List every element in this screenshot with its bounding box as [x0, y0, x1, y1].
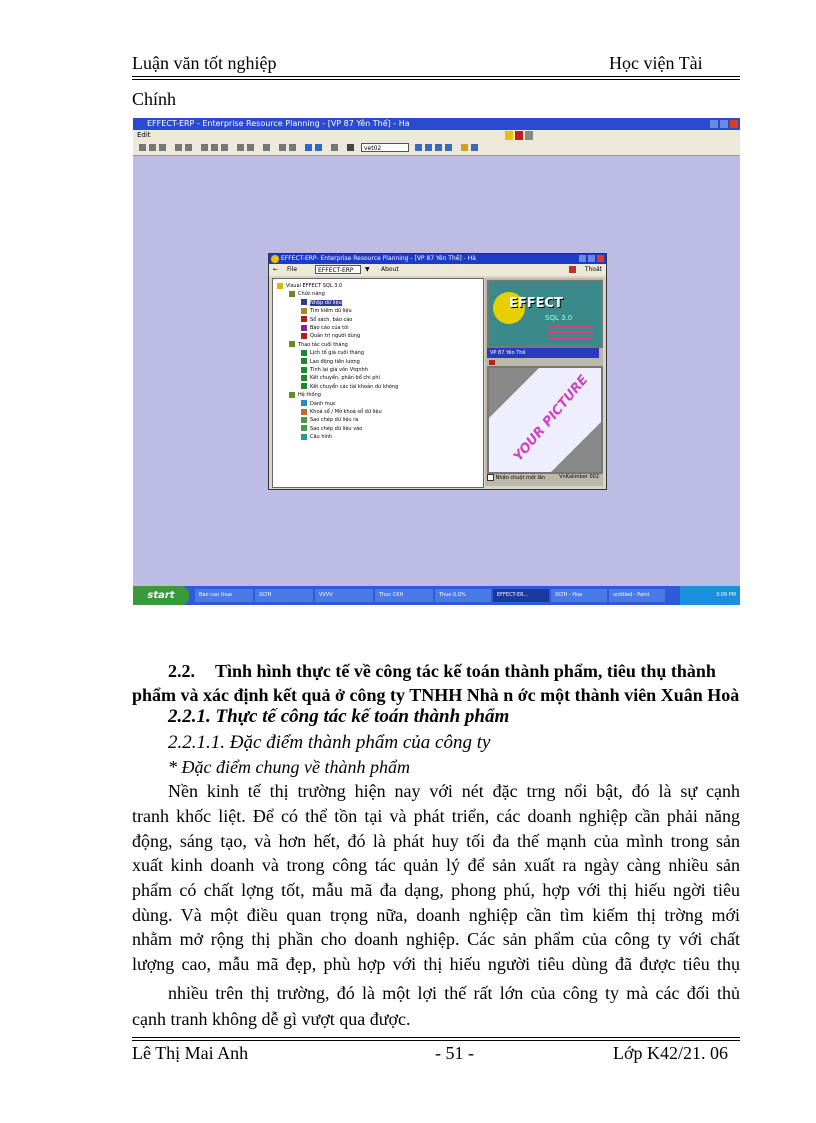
redo-icon[interactable] — [247, 144, 254, 151]
exit-button[interactable]: Thoát — [584, 266, 602, 273]
picture-corner-br — [551, 422, 601, 472]
tree-node-icon — [301, 417, 307, 423]
dialog-title: EFFECT-ERP- Enterprise Resource Planning - [VP 87 Yên Thế] - Hà — [281, 255, 476, 262]
grid-icon[interactable] — [425, 144, 432, 151]
tree-item[interactable] — [301, 366, 368, 374]
filter-icon[interactable] — [289, 144, 296, 151]
tree-item-label: Tìm kiếm dữ liệu — [310, 308, 352, 315]
clock: 3:09 PM — [715, 592, 736, 598]
tree-node-icon — [301, 434, 307, 440]
tree-node-icon — [301, 400, 307, 406]
click-checkbox[interactable] — [487, 474, 545, 481]
taskbar-item[interactable]: XLTH — [255, 589, 313, 602]
paragraph-line: phẩm có chất lợng tốt, mẫu mã đa dạng, phong phú, hợp với thị hiếu ngời tiêu — [132, 880, 740, 900]
logo-caption-lines — [547, 324, 593, 340]
paste-icon[interactable] — [221, 144, 228, 151]
tree-node-icon — [301, 358, 307, 364]
version-label: VnKalimber 002 — [559, 474, 599, 480]
tree-item[interactable] — [289, 290, 325, 298]
dropdown-arrow-icon[interactable]: ▼ — [365, 266, 370, 273]
exit-icon[interactable] — [569, 266, 576, 273]
taskbar-item-active[interactable]: EFFECT-ER... — [493, 589, 549, 602]
tree-item[interactable] — [301, 400, 336, 408]
erp-screenshot — [133, 118, 740, 605]
main-menubar — [133, 130, 740, 141]
effect-logo — [487, 280, 603, 348]
menu-edit[interactable]: Edit — [137, 131, 151, 139]
tree-node-icon — [301, 375, 307, 381]
tree-item-label: Lao động tiền lương — [310, 358, 360, 365]
function-tree — [272, 278, 484, 488]
menu-file[interactable]: File — [287, 266, 298, 273]
tree-node-icon — [301, 425, 307, 431]
network-icon[interactable] — [471, 144, 478, 151]
picture-text: YOUR PICTURE — [510, 372, 592, 465]
dialog-maximize-icon[interactable] — [588, 255, 595, 262]
tree-node-icon — [301, 325, 307, 331]
calc-icon[interactable] — [445, 144, 452, 151]
tree-node-icon — [289, 341, 295, 347]
erp-dialog — [268, 253, 607, 490]
tree-item-label: Khoá sổ / Mở khoá sổ dữ liệu — [310, 409, 382, 415]
paragraph-line: động, sáng tạo, và hơn hết, đó là phát huy tối đa thế mạnh của mình trong sản — [132, 831, 740, 851]
tree-item[interactable] — [301, 374, 380, 382]
right-panel — [485, 278, 603, 486]
form-icon[interactable] — [415, 144, 422, 151]
subheading-1: 2.2.1. Thực tế công tác kế toán thành phẩm — [168, 706, 510, 727]
taskbar-item[interactable]: Thuc CKH — [375, 589, 433, 602]
checkbox-label: Nhấn chuột một lần — [495, 475, 546, 481]
pie-chart-icon[interactable] — [315, 144, 322, 151]
tree-node-icon — [301, 299, 307, 305]
tree-item-label: Tính lại giá vốn Vtqnhh — [310, 367, 368, 373]
tree-item[interactable] — [301, 433, 332, 441]
start-button[interactable]: start — [133, 586, 189, 605]
paragraph-line: tranh khốc liệt. Để có thể tồn tại và phát triển, các doanh nghiệp cần phải năng — [132, 806, 740, 826]
header-left: Luận văn tốt nghiệp — [132, 53, 277, 73]
tree-item[interactable] — [301, 307, 352, 315]
tree-item[interactable] — [301, 425, 362, 433]
heading-line-1: Tình hình thực tế về công tác kế toán thành phẩm, tiêu thụ thành — [215, 661, 716, 681]
dialog-close-icon[interactable] — [597, 255, 604, 262]
tree-item-label: Kết chuyển, phân bổ chi phí — [310, 375, 380, 382]
folder-icon[interactable] — [505, 131, 513, 140]
paragraph-line: cạnh tranh không dễ gì vượt qua được. — [132, 1009, 411, 1029]
footer-author: Lê Thị Mai Anh — [132, 1043, 249, 1063]
tree-node-icon — [301, 367, 307, 373]
tree-item-label: Nhập dữ liệu — [310, 299, 342, 306]
tree-item-label: Lịch tổ giá cuối tháng — [310, 350, 364, 357]
paragraph-line: nhằm mở rộng thị phần cho doanh nghiệp. Các sản phẩm của công ty với chất — [132, 929, 740, 949]
subheading-3: * Đặc điểm chung về thành phẩm — [168, 757, 410, 777]
tree-node-icon — [301, 383, 307, 389]
tree-item[interactable] — [289, 391, 321, 399]
header-right: Học viện Tài — [609, 53, 703, 73]
checkbox-icon[interactable] — [487, 474, 494, 481]
close-icon[interactable] — [730, 120, 738, 128]
tree-item[interactable] — [301, 324, 349, 332]
save-icon[interactable] — [159, 144, 166, 151]
taskbar-item[interactable]: Thue 0.0% — [435, 589, 491, 602]
new-icon[interactable] — [139, 144, 146, 151]
tree-item-label: Kết chuyển các tài khoản dư không — [310, 383, 399, 390]
main-window-titlebar — [133, 118, 740, 130]
taskbar-item[interactable]: VVVV — [315, 589, 373, 602]
tree-item-label: Sao chép dữ liệu ra — [310, 417, 359, 424]
tree-item-label: Sổ sách, báo cáo — [310, 316, 353, 323]
effect-logo-icon — [271, 255, 279, 263]
tree-node-icon — [277, 283, 283, 289]
paragraph-line: Nền kinh tế thị trường hiện nay với nét đặc trng nổi bật, đó là sự cạnh — [168, 781, 740, 801]
paragraph-line: dùng. Và một điều quan trọng nữa, doanh nghiệp cần tìm kiếm thị trờng mới — [132, 905, 740, 925]
tree-item-label: Danh mục — [310, 400, 336, 407]
paragraph-line: nhiều trên thị trường, đó là một lợi thế rất lớn của công ty mà các đối thủ — [168, 983, 740, 1003]
dialog-toolbar — [269, 264, 606, 276]
logo-text: EFFECT — [509, 296, 563, 311]
tree-item-label: Chức năng — [298, 291, 325, 298]
open-icon[interactable] — [149, 144, 156, 151]
tree-item[interactable] — [301, 349, 364, 357]
window-icon[interactable] — [525, 131, 533, 140]
heading-line-2: phẩm và xác định kết quả ở công ty TNHH Nhà n ớc một thành viên Xuân Hoà — [132, 685, 740, 705]
maximize-icon[interactable] — [720, 120, 728, 128]
tree-item-label: Sao chép dữ liệu vào — [310, 425, 363, 432]
picture-corner-tl — [489, 368, 539, 418]
location-select[interactable]: VP 87 Yên Thế — [487, 348, 599, 358]
cut-icon[interactable] — [201, 144, 208, 151]
header-rule — [132, 76, 740, 80]
picture-box — [487, 366, 603, 474]
tree-item[interactable] — [301, 383, 398, 391]
app-icon[interactable] — [515, 131, 523, 140]
copy-icon[interactable] — [211, 144, 218, 151]
report-icon[interactable] — [435, 144, 442, 151]
tree-item-label: Cấu hình — [310, 434, 333, 441]
tree-item[interactable] — [301, 316, 352, 324]
tree-item-label: Thao tác cuối tháng — [298, 341, 348, 348]
footer-class: Lớp K42/21. 06 — [613, 1043, 729, 1063]
print-icon[interactable] — [175, 144, 182, 151]
tree-node-icon — [301, 316, 307, 322]
taskbar-item[interactable]: untitled - Paint — [609, 589, 665, 602]
tree-item-label: Visual EFFECT SQL 3.0 — [286, 283, 343, 289]
logo-sub: SQL 3.0 — [545, 314, 573, 322]
dialog-minimize-icon[interactable] — [579, 255, 586, 262]
tree-node-icon — [301, 409, 307, 415]
main-window-title: EFFECT-ERP - Enterprise Resource Planning - [VP 87 Yên Thế] - Ha — [147, 119, 410, 128]
footer-page: - 51 - — [435, 1043, 474, 1063]
paragraph-line: xuất kinh doanh và trong công tác quản lý để sản xuất ra ngày càng nhiều sản — [132, 855, 740, 875]
back-icon[interactable]: ← — [273, 266, 279, 273]
taskbar-item[interactable]: Bao cao thue — [195, 589, 253, 602]
erp-select[interactable]: EFFECT-ERP — [315, 265, 361, 274]
tree-item[interactable] — [277, 282, 342, 290]
tree-node-icon — [301, 350, 307, 356]
tree-node-icon — [301, 308, 307, 314]
footer-rule — [132, 1037, 740, 1041]
menu-about[interactable]: About — [381, 266, 399, 273]
chart-icon[interactable] — [347, 144, 354, 151]
tree-node-icon — [289, 392, 295, 398]
paragraph-line: lượng cao, mẫu mã đẹp, phù hợp với thị hiếu người tiêu dùng đã được tiêu thụ — [132, 954, 740, 974]
dialog-titlebar — [269, 254, 606, 264]
main-toolbar — [133, 141, 740, 156]
tree-node-icon — [289, 291, 295, 297]
header-continued: Chính — [132, 89, 177, 109]
tree-item[interactable] — [301, 408, 382, 416]
tree-item[interactable] — [301, 299, 342, 307]
heading-number: 2.2. — [168, 661, 195, 681]
tree-item-label: Quản trị người dùng — [310, 333, 361, 340]
bar-chart-icon[interactable] — [305, 144, 312, 151]
tree-item[interactable] — [301, 358, 360, 366]
preview-icon[interactable] — [185, 144, 192, 151]
undo-icon[interactable] — [237, 144, 244, 151]
tree-item[interactable] — [289, 341, 348, 349]
subheading-2: 2.2.1.1. Đặc điểm thành phẩm của công ty — [168, 732, 491, 753]
taskbar — [133, 586, 740, 605]
help-icon[interactable] — [331, 144, 338, 151]
tree-item-label: Hệ thống — [298, 392, 321, 399]
tree-node-icon — [301, 333, 307, 339]
toolbar-select[interactable]: vet02 — [361, 143, 409, 152]
system-tray — [680, 586, 740, 605]
pin-icon[interactable] — [489, 360, 495, 365]
user-icon[interactable] — [461, 144, 468, 151]
taskbar-item[interactable]: XLTH - Hoa — [551, 589, 607, 602]
sort-icon[interactable] — [279, 144, 286, 151]
tree-item-label: Báo cáo của tôi — [310, 325, 349, 331]
tree-item[interactable] — [301, 332, 360, 340]
find-icon[interactable] — [263, 144, 270, 151]
tree-item[interactable] — [301, 416, 358, 424]
minimize-icon[interactable] — [710, 120, 718, 128]
